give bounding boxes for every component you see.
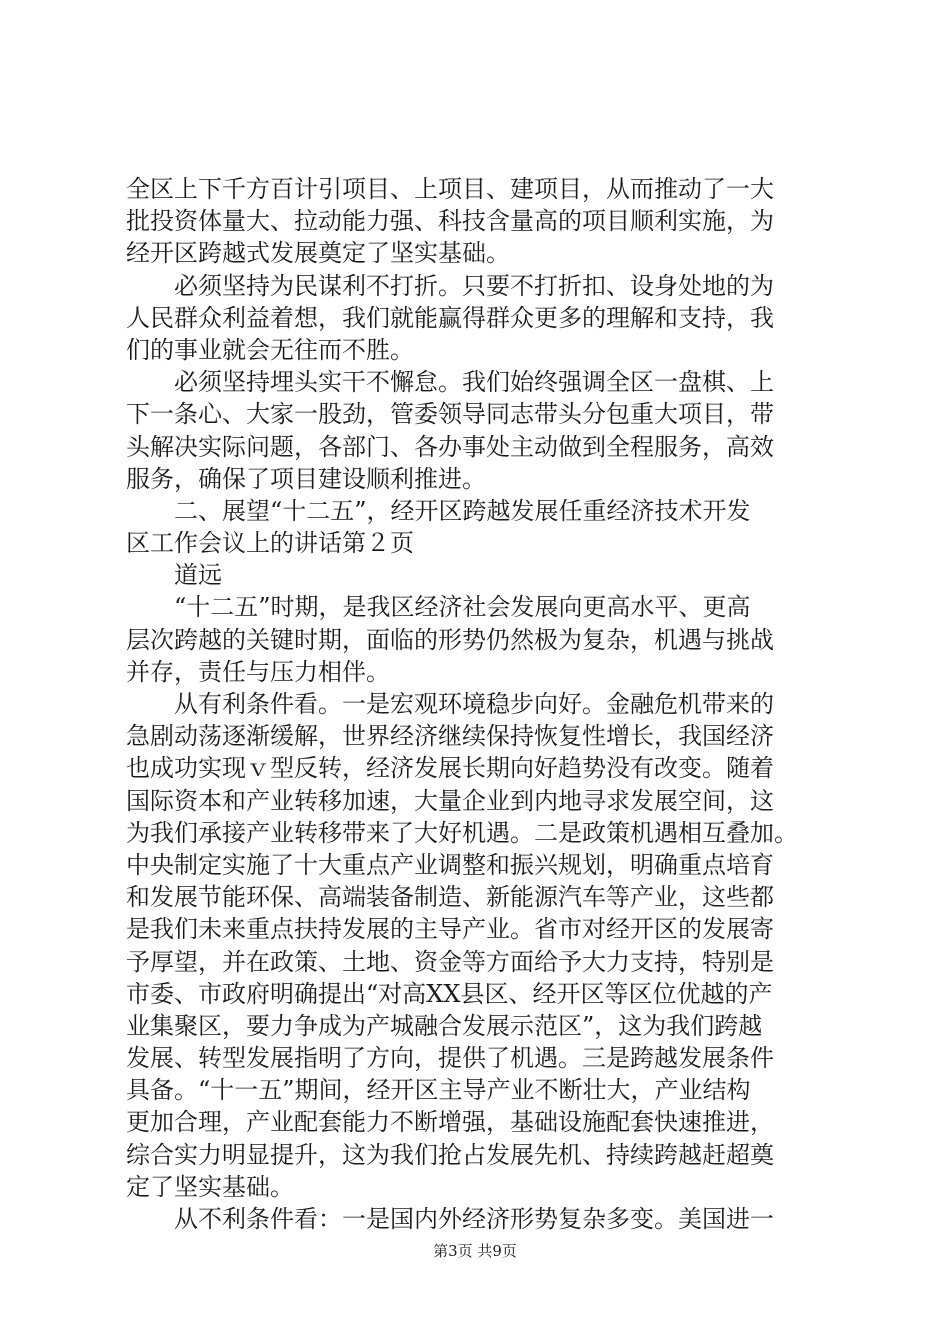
text-line: 道远 bbox=[174, 561, 222, 590]
text-line: 综合实力明显提升，这为我们抢占发展先机、持续跨越赶超奠 bbox=[126, 1140, 774, 1169]
text-line: 全区上下千方百计引项目、上项目、建项目，从而推动了一大 bbox=[126, 175, 774, 203]
text-line: 急剧动荡逐渐缓解，世界经济继续保持恢复性增长，我国经济 bbox=[126, 722, 774, 751]
text-line: 具备。“十一五”期间，经开区主导产业不断壮大，产业结构 bbox=[126, 1076, 751, 1105]
document-body bbox=[126, 173, 846, 1235]
text-line: 为我们承接产业转移带来了大好机遇。二是政策机遇相互叠加。 bbox=[126, 818, 798, 847]
text-line: 经开区跨越式发展奠定了坚实基础。 bbox=[126, 239, 510, 268]
text-line: 予厚望，并在政策、土地、资金等方面给予大力支持，特别是 bbox=[126, 947, 774, 976]
text-line: 发展、转型发展指明了方向，提供了机遇。三是跨越发展条件 bbox=[126, 1044, 774, 1073]
text-line: 市委、市政府明确提出“对高XX县区、经开区等区位优越的产 bbox=[126, 979, 773, 1008]
text-line: 国际资本和产业转移加速，大量企业到内地寻求发展空间，这 bbox=[126, 786, 774, 815]
page-footer: 第3页 共9页 bbox=[433, 1242, 517, 1260]
text-line: 是我们未来重点扶持发展的主导产业。省市对经开区的发展寄 bbox=[126, 915, 774, 944]
text-line: 和发展节能环保、高端装备制造、新能源汽车等产业，这些都 bbox=[126, 883, 774, 912]
text-line: 中央制定实施了十大重点产业调整和振兴规划，明确重点培育 bbox=[126, 850, 774, 879]
text-line: 并存，责任与压力相伴。 bbox=[126, 657, 390, 686]
text-line: 们的事业就会无往而不胜。 bbox=[126, 335, 414, 364]
text-line: 更加合理，产业配套能力不断增强，基础设施配套快速推进， bbox=[126, 1108, 774, 1137]
text-line: 必须坚持埋头实干不懈怠。我们始终强调全区一盘棋、上 bbox=[174, 368, 774, 397]
text-line: 层次跨越的关键时期，面临的形势仍然极为复杂，机遇与挑战 bbox=[126, 625, 774, 654]
text-line: 服务，确保了项目建设顺利推进。 bbox=[126, 464, 486, 493]
text-line: 从有利条件看。一是宏观环境稳步向好。金融危机带来的 bbox=[174, 690, 774, 718]
text-line: 业集聚区，要力争成为产城融合发展示范区”，这为我们跨越 bbox=[126, 1011, 763, 1040]
text-line: 必须坚持为民谋利不打折。只要不打折扣、设身处地的为 bbox=[174, 271, 774, 300]
text-line: 二、展望“十二五”，经开区跨越发展任重经济技术开发 bbox=[174, 496, 751, 525]
text-line: 批投资体量大、拉动能力强、科技含量高的项目顺利实施，为 bbox=[126, 207, 774, 236]
text-line: 头解决实际问题，各部门、各办事处主动做到全程服务，高效 bbox=[126, 432, 774, 461]
text-line: 定了坚实基础。 bbox=[126, 1172, 294, 1201]
text-line: “十二五”时期，是我区经济社会发展向更高水平、更高 bbox=[174, 593, 751, 622]
text-line: 也成功实现ｖ型反转，经济发展长期向好趋势没有改变。随着 bbox=[126, 754, 774, 783]
text-line: 从不利条件看：一是国内外经济形势复杂多变。美国进一 bbox=[174, 1205, 774, 1233]
text-line: 人民群众利益着想，我们就能赢得群众更多的理解和支持，我 bbox=[126, 303, 774, 332]
text-line: 区工作会议上的讲话第２页 bbox=[126, 529, 414, 558]
text-line: 下一条心、大家一股劲，管委领导同志带头分包重大项目，带 bbox=[126, 400, 774, 429]
